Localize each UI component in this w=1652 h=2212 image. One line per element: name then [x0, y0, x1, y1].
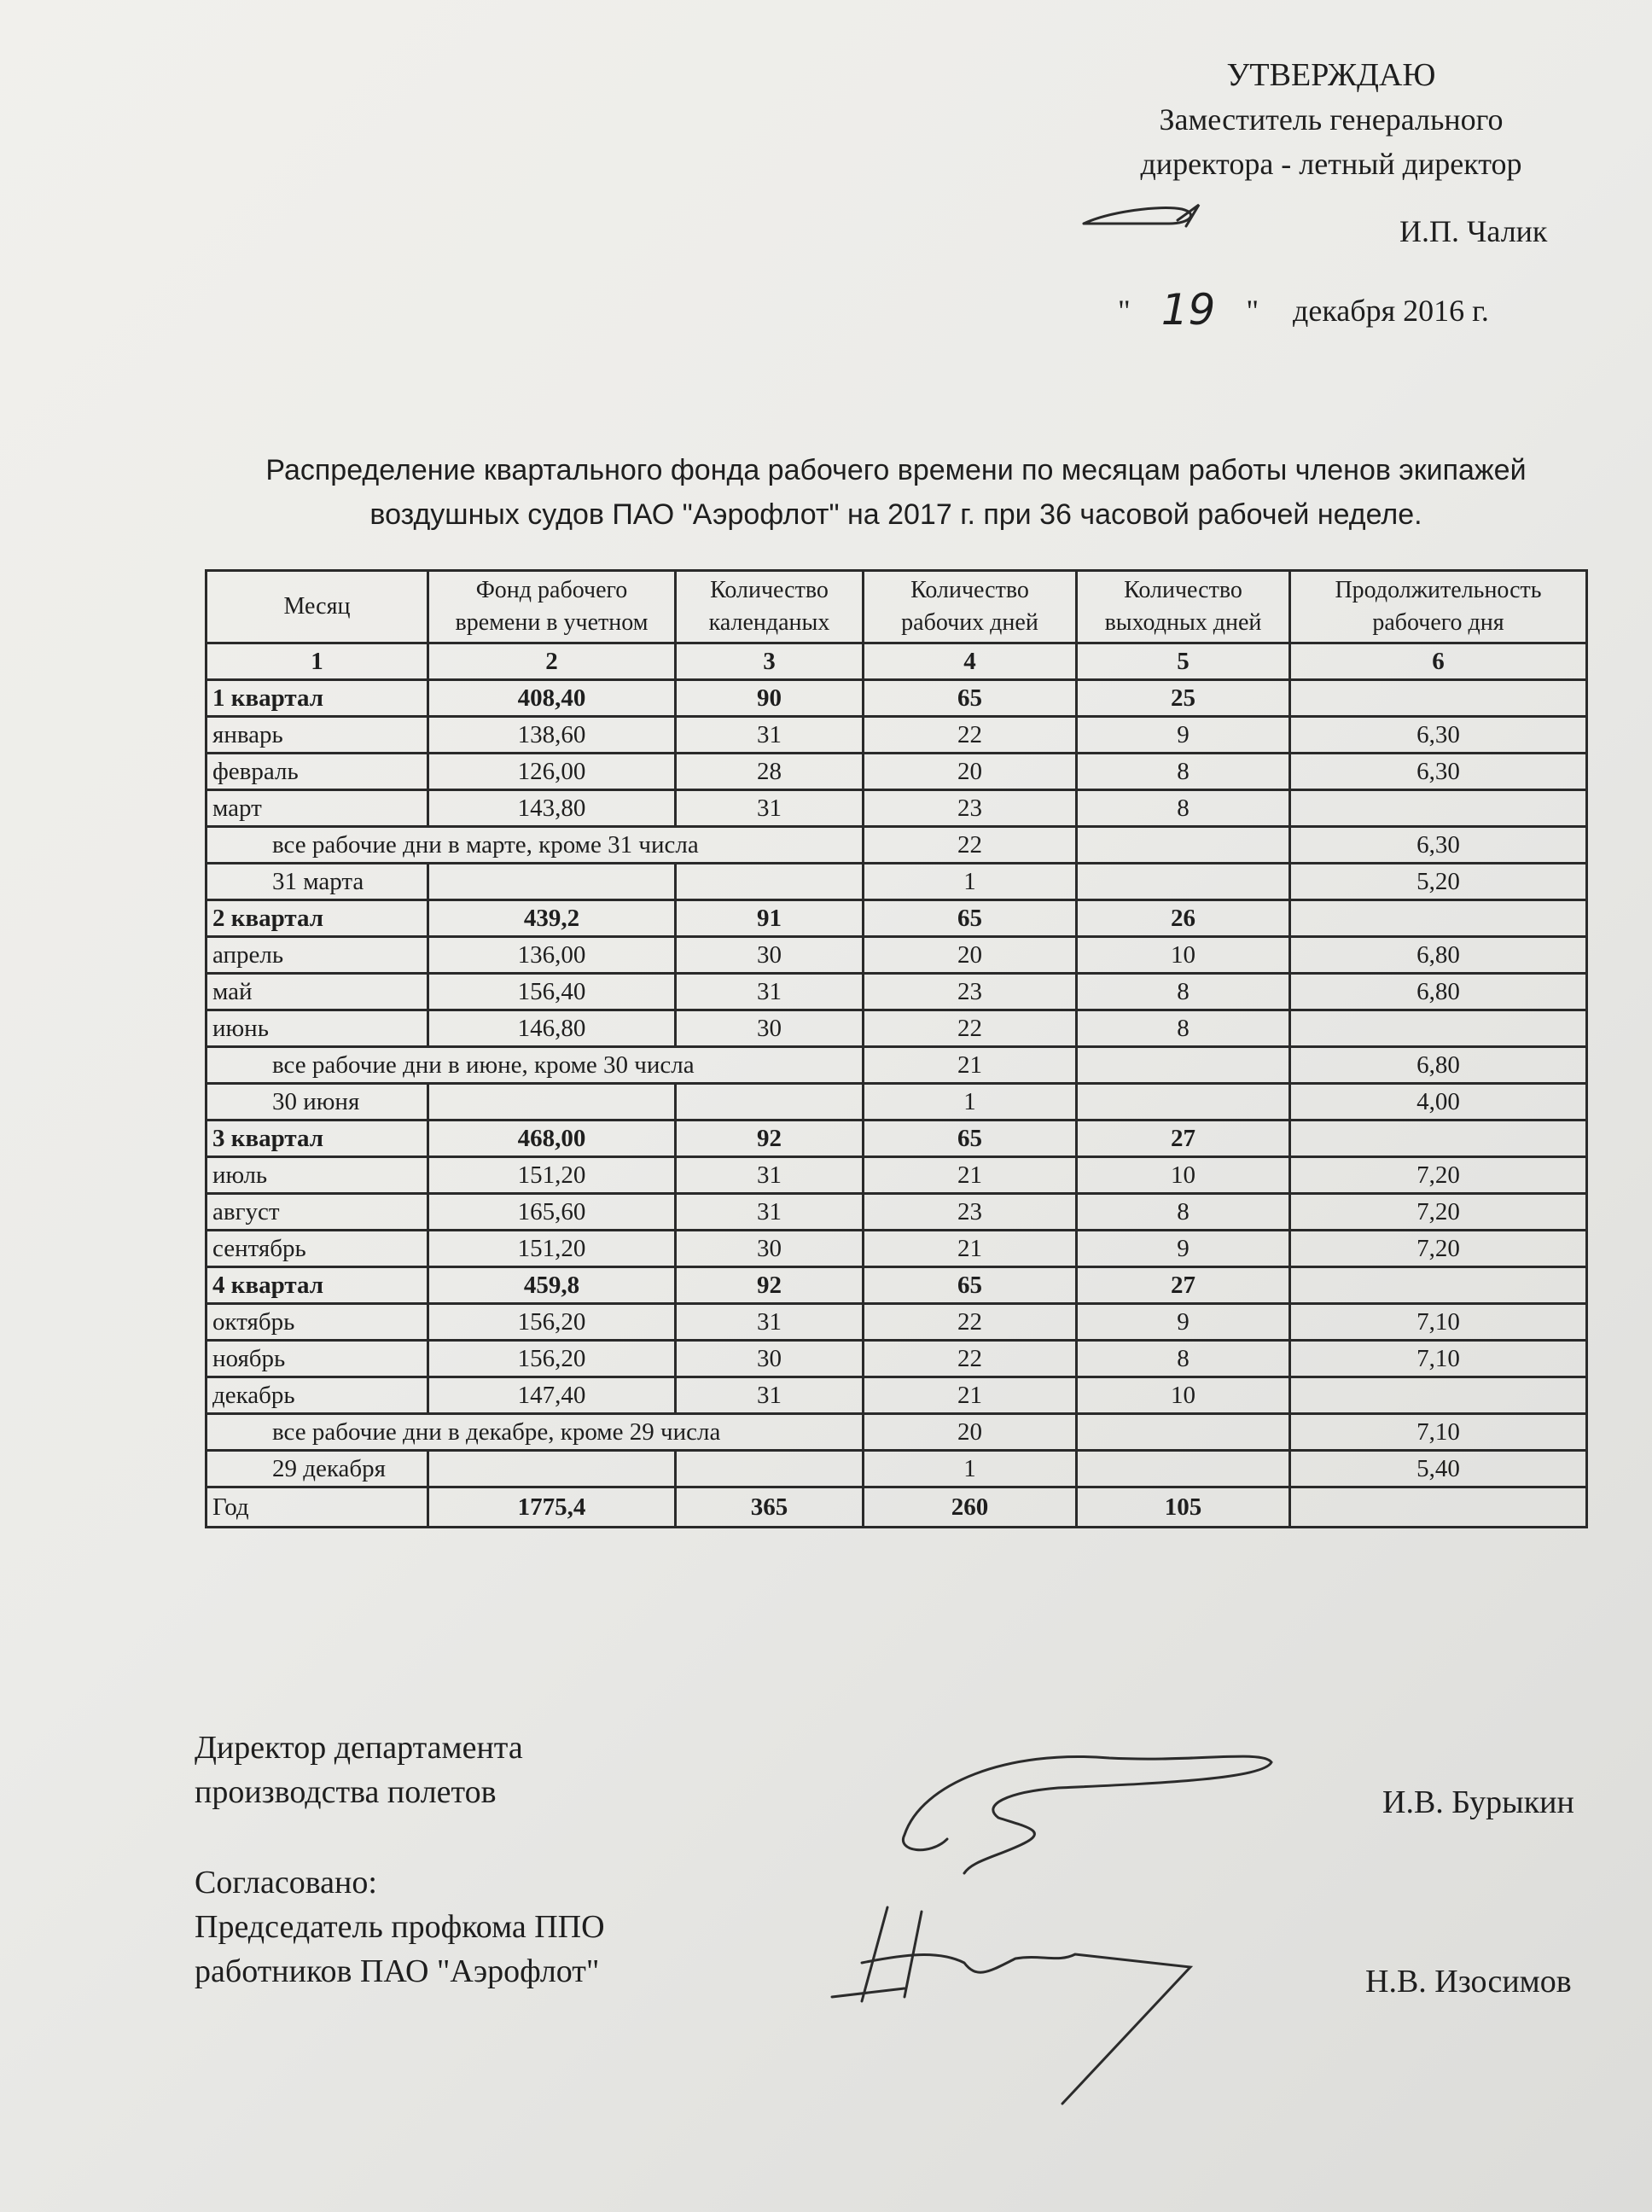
fund-cell: 143,80	[428, 790, 676, 827]
daysoff-cell: 27	[1077, 1267, 1290, 1304]
fund-cell: 151,20	[428, 1231, 676, 1267]
daysoff-cell: 10	[1077, 1377, 1290, 1414]
signature-chalik	[1084, 205, 1199, 226]
workdays-cell: 21	[864, 1047, 1077, 1084]
calendar-cell: 31	[676, 1194, 864, 1231]
header-cell: Продолжительность рабочего дня	[1290, 571, 1587, 643]
calendar-cell: 92	[676, 1267, 864, 1304]
workdays-cell: 21	[864, 1231, 1077, 1267]
workdays-cell: 260	[864, 1487, 1077, 1528]
duration-cell: 7,10	[1290, 1414, 1587, 1451]
col-number: 5	[1077, 643, 1290, 680]
workdays-cell: 1	[864, 1451, 1077, 1487]
daysoff-cell: 8	[1077, 974, 1290, 1010]
approval-heading: УТВЕРЖДАЮ	[1226, 57, 1436, 93]
workdays-cell: 21	[864, 1157, 1077, 1194]
calendar-cell: 92	[676, 1121, 864, 1157]
row-note: все рабочие дни в декабре, кроме 29 числа	[206, 1414, 864, 1451]
workdays-cell: 23	[864, 790, 1077, 827]
row-note: все рабочие дни в марте, кроме 31 числа	[206, 827, 864, 864]
fund-cell: 147,40	[428, 1377, 676, 1414]
duration-cell: 6,30	[1290, 754, 1587, 790]
calendar-cell: 30	[676, 1010, 864, 1047]
daysoff-cell: 25	[1077, 680, 1290, 717]
chair-line2: работников ПАО "Аэрофлот"	[195, 1953, 600, 1989]
row-label: 30 июня	[206, 1084, 428, 1121]
workdays-cell: 21	[864, 1377, 1077, 1414]
fund-cell: 151,20	[428, 1157, 676, 1194]
col-number: 1	[206, 643, 428, 680]
duration-cell: 6,80	[1290, 974, 1587, 1010]
workdays-cell: 23	[864, 1194, 1077, 1231]
workdays-cell: 22	[864, 1304, 1077, 1341]
director-line1: Директор департамента	[195, 1730, 523, 1766]
daysoff-cell: 8	[1077, 754, 1290, 790]
fund-cell: 156,20	[428, 1341, 676, 1377]
fund-cell: 439,2	[428, 900, 676, 937]
workdays-cell: 22	[864, 827, 1077, 864]
daysoff-cell: 9	[1077, 1304, 1290, 1341]
calendar-cell: 30	[676, 1231, 864, 1267]
duration-cell: 6,30	[1290, 717, 1587, 754]
fund-cell: 146,80	[428, 1010, 676, 1047]
daysoff-cell: 10	[1077, 1157, 1290, 1194]
workdays-cell: 20	[864, 937, 1077, 974]
header-cell: Количество выходных дней	[1077, 571, 1290, 643]
duration-cell: 6,80	[1290, 937, 1587, 974]
fund-cell: 156,20	[428, 1304, 676, 1341]
row-label: декабрь	[206, 1377, 428, 1414]
calendar-cell: 90	[676, 680, 864, 717]
director-line2: производства полетов	[195, 1774, 497, 1810]
duration-cell: 7,20	[1290, 1194, 1587, 1231]
workdays-cell: 1	[864, 864, 1077, 900]
duration-cell: 6,30	[1290, 827, 1587, 864]
calendar-cell: 30	[676, 1341, 864, 1377]
row-label: ноябрь	[206, 1341, 428, 1377]
agreed-label: Согласовано:	[195, 1865, 377, 1901]
row-label: февраль	[206, 754, 428, 790]
calendar-cell: 31	[676, 1157, 864, 1194]
workdays-cell: 22	[864, 717, 1077, 754]
row-label: Год	[206, 1487, 428, 1528]
duration-cell: 5,40	[1290, 1451, 1587, 1487]
duration-cell: 7,20	[1290, 1231, 1587, 1267]
row-label: октябрь	[206, 1304, 428, 1341]
date-day: 19	[1160, 285, 1216, 335]
row-label: 3 квартал	[206, 1121, 428, 1157]
workdays-cell: 65	[864, 1121, 1077, 1157]
duration-cell: 7,10	[1290, 1304, 1587, 1341]
daysoff-cell: 9	[1077, 1231, 1290, 1267]
calendar-cell: 91	[676, 900, 864, 937]
row-label: сентябрь	[206, 1231, 428, 1267]
calendar-cell: 31	[676, 1377, 864, 1414]
duration-cell: 6,80	[1290, 1047, 1587, 1084]
header-cell: Количество рабочих дней	[864, 571, 1077, 643]
calendar-cell: 31	[676, 790, 864, 827]
row-label: июль	[206, 1157, 428, 1194]
chair-line1: Председатель профкома ППО	[195, 1909, 605, 1945]
duration-cell: 5,20	[1290, 864, 1587, 900]
workdays-cell: 20	[864, 754, 1077, 790]
col-number: 4	[864, 643, 1077, 680]
daysoff-cell: 9	[1077, 717, 1290, 754]
calendar-cell: 365	[676, 1487, 864, 1528]
chair-name: Н.В. Изосимов	[1365, 1964, 1572, 2000]
row-label: 2 квартал	[206, 900, 428, 937]
fund-cell: 138,60	[428, 717, 676, 754]
workdays-cell: 23	[864, 974, 1077, 1010]
row-note: все рабочие дни в июне, кроме 30 числа	[206, 1047, 864, 1084]
header-cell: Фонд рабочего времени в учетном	[428, 571, 676, 643]
fund-cell: 156,40	[428, 974, 676, 1010]
row-label: март	[206, 790, 428, 827]
approval-position-line2: директора - летный директор	[1140, 147, 1522, 181]
daysoff-cell: 10	[1077, 937, 1290, 974]
row-label: 4 квартал	[206, 1267, 428, 1304]
calendar-cell: 28	[676, 754, 864, 790]
duration-cell: 7,20	[1290, 1157, 1587, 1194]
duration-cell: 4,00	[1290, 1084, 1587, 1121]
fund-cell: 459,8	[428, 1267, 676, 1304]
fund-cell: 408,40	[428, 680, 676, 717]
workdays-cell: 65	[864, 900, 1077, 937]
row-label: апрель	[206, 937, 428, 974]
signature-burykin	[903, 1756, 1271, 1873]
col-number: 2	[428, 643, 676, 680]
row-label: январь	[206, 717, 428, 754]
workdays-cell: 1	[864, 1084, 1077, 1121]
daysoff-cell: 8	[1077, 1194, 1290, 1231]
signature-izosimov	[832, 1907, 1190, 2104]
workdays-cell: 22	[864, 1341, 1077, 1377]
daysoff-cell: 27	[1077, 1121, 1290, 1157]
workdays-cell: 22	[864, 1010, 1077, 1047]
fund-cell: 136,00	[428, 937, 676, 974]
workdays-cell: 65	[864, 1267, 1077, 1304]
approval-position-line1: Заместитель генерального	[1159, 102, 1504, 137]
approval-signer: И.П. Чалик	[1399, 214, 1548, 248]
date-month-year: декабря 2016 г.	[1293, 294, 1489, 328]
daysoff-cell: 8	[1077, 790, 1290, 827]
col-number: 6	[1290, 643, 1587, 680]
date-open-quote: "	[1118, 294, 1131, 328]
row-label: 1 квартал	[206, 680, 428, 717]
daysoff-cell: 26	[1077, 900, 1290, 937]
title-line2: воздушных судов ПАО "Аэрофлот" на 2017 г. при 36 часовой рабочей неделе.	[369, 498, 1422, 531]
workdays-cell: 20	[864, 1414, 1077, 1451]
calendar-cell: 30	[676, 937, 864, 974]
header-cell: Месяц	[206, 571, 428, 643]
calendar-cell: 31	[676, 1304, 864, 1341]
row-label: 31 марта	[206, 864, 428, 900]
daysoff-cell: 8	[1077, 1010, 1290, 1047]
date-close-quote: "	[1246, 294, 1259, 328]
daysoff-cell: 8	[1077, 1341, 1290, 1377]
fund-cell: 165,60	[428, 1194, 676, 1231]
title-line1: Распределение квартального фонда рабочего времени по месяцам работы членов экипажей	[265, 454, 1527, 486]
row-label: август	[206, 1194, 428, 1231]
workdays-cell: 65	[864, 680, 1077, 717]
director-name: И.В. Бурыкин	[1382, 1784, 1574, 1820]
fund-cell: 1775,4	[428, 1487, 676, 1528]
header-cell: Количество календаных	[676, 571, 864, 643]
duration-cell: 7,10	[1290, 1341, 1587, 1377]
row-label: май	[206, 974, 428, 1010]
daysoff-cell: 105	[1077, 1487, 1290, 1528]
calendar-cell: 31	[676, 717, 864, 754]
row-label: 29 декабря	[206, 1451, 428, 1487]
col-number: 3	[676, 643, 864, 680]
calendar-cell: 31	[676, 974, 864, 1010]
row-label: июнь	[206, 1010, 428, 1047]
fund-cell: 126,00	[428, 754, 676, 790]
fund-cell: 468,00	[428, 1121, 676, 1157]
